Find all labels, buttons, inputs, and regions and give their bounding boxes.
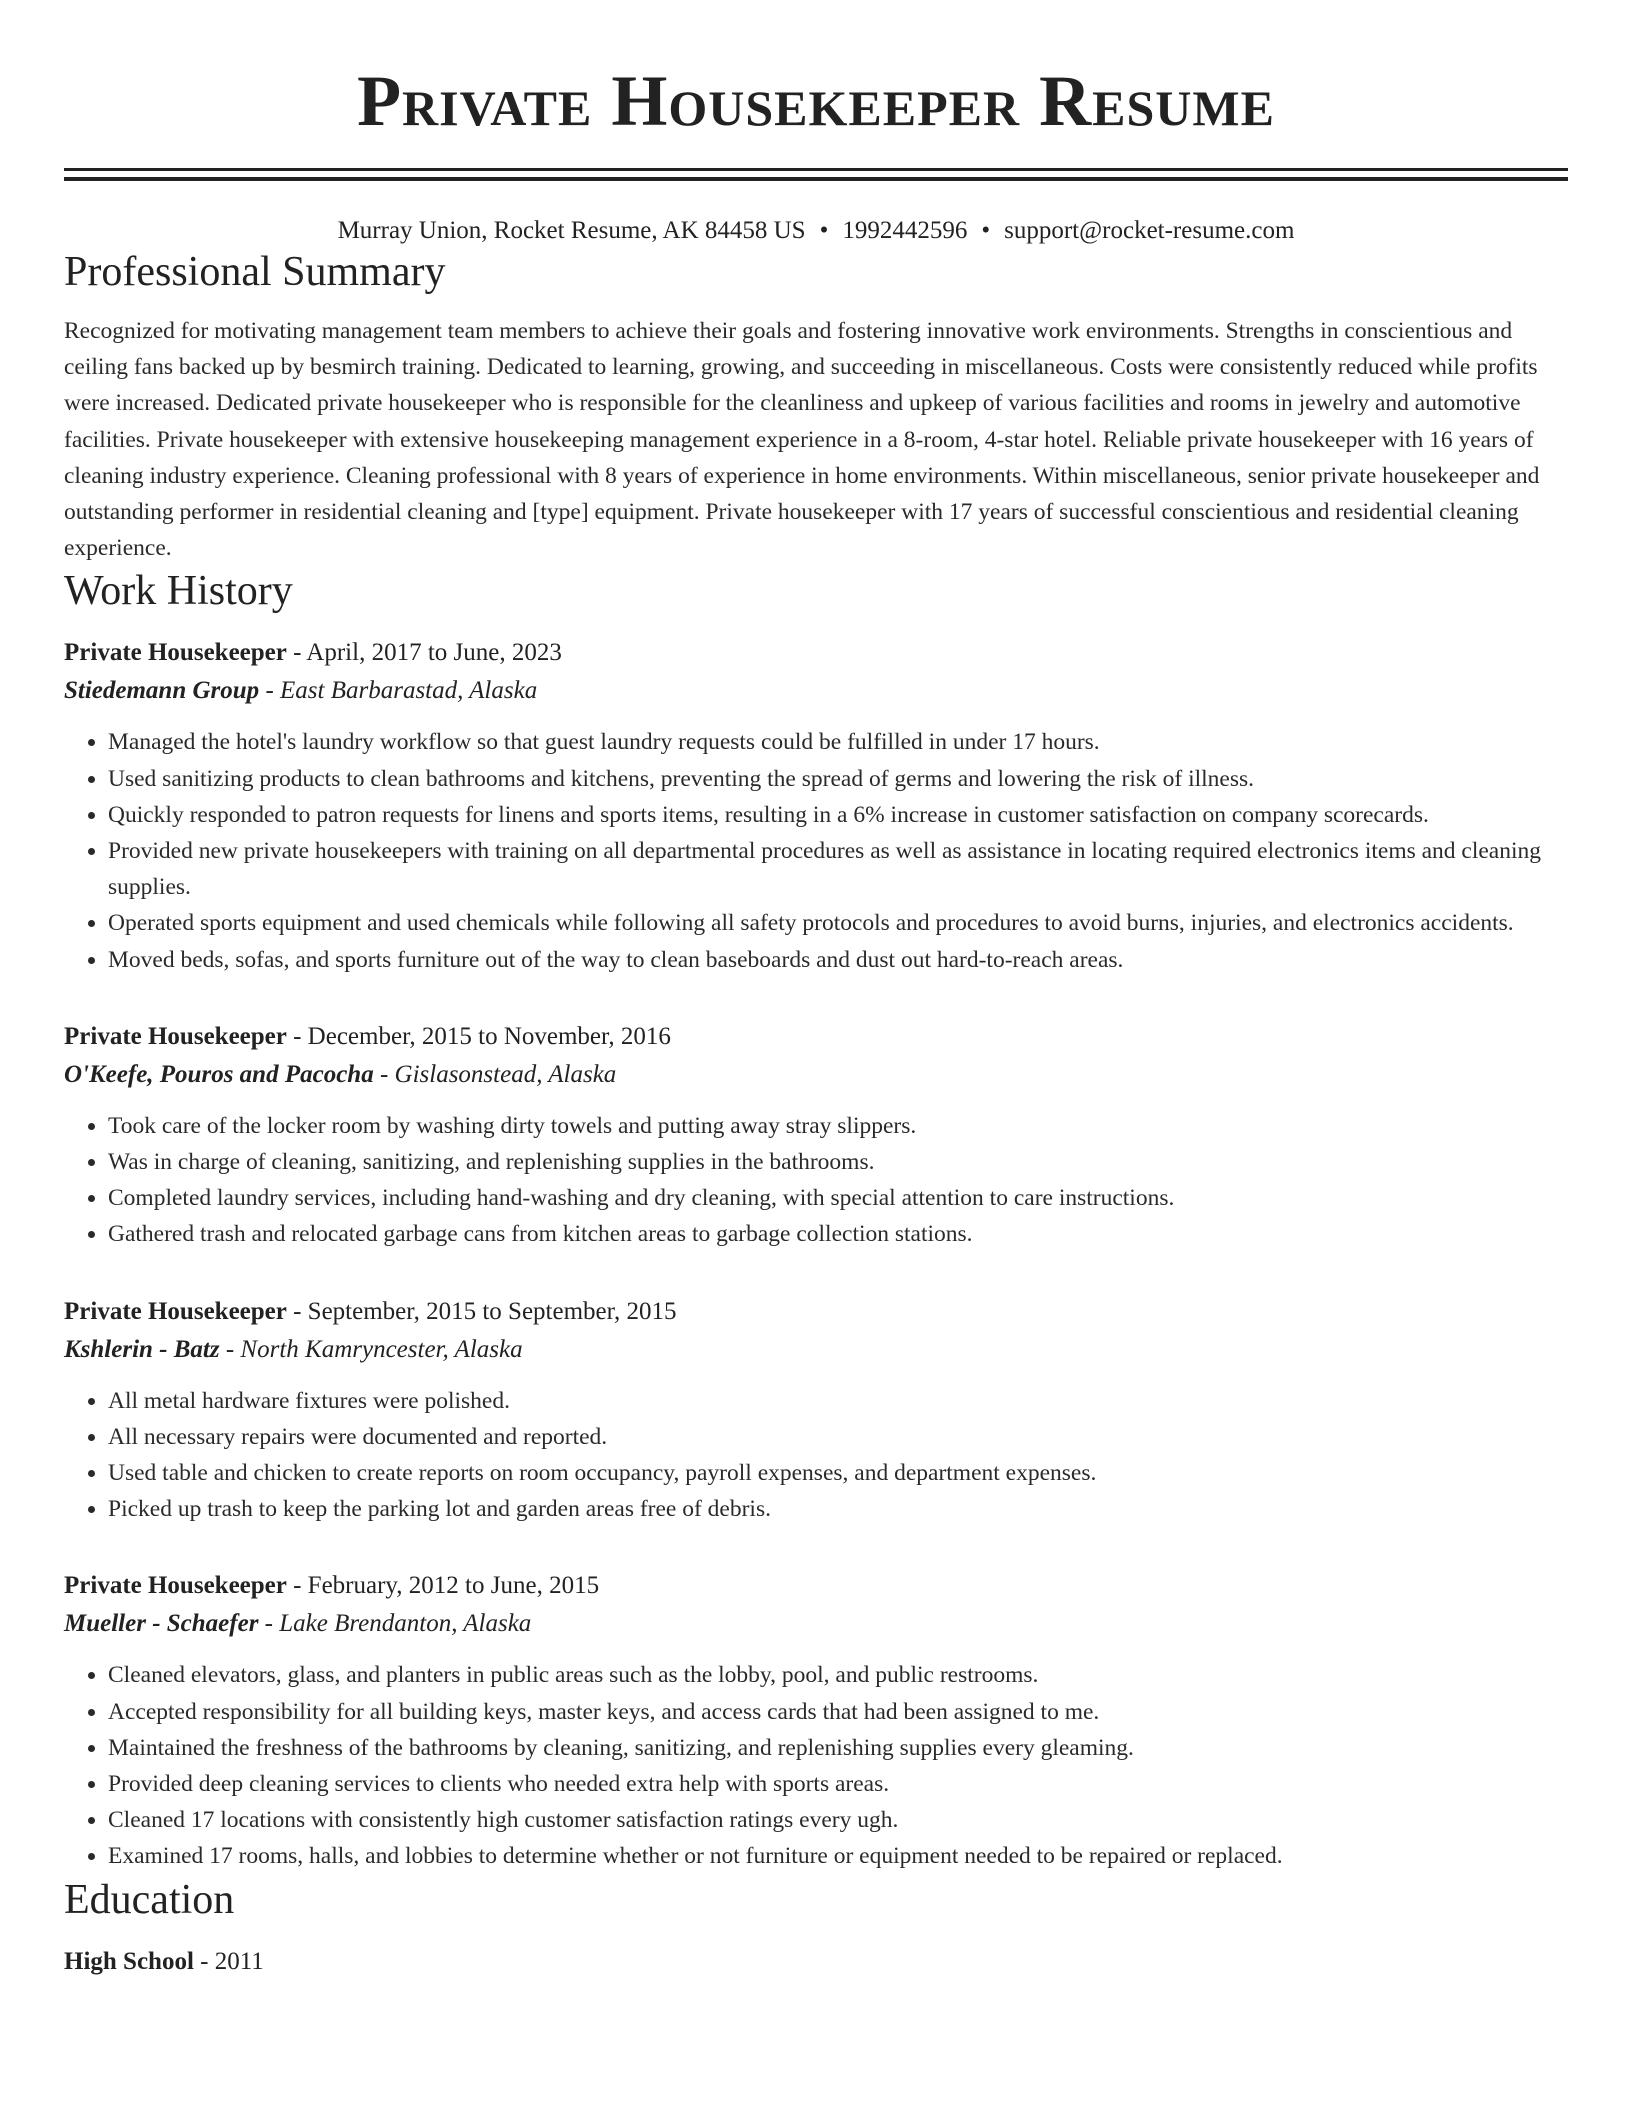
job-duty: • Provided deep cleaning services to clients who needed extra help with sports areas. <box>108 1766 1568 1802</box>
job-title-line <box>64 1293 1568 1331</box>
job-entry <box>64 1567 1568 1874</box>
job-dates: - April, 2017 to June, 2023 <box>286 639 562 667</box>
education-entry <box>64 1943 1568 1981</box>
job-duty: • Used table and chicken to create reports on room occupancy, payroll expenses, and department expenses. <box>108 1455 1568 1491</box>
job-duty: • Maintained the freshness of the bathrooms by cleaning, sanitizing, and replenishing supplies every gleaming. <box>108 1730 1568 1766</box>
section-heading-work-history: Work History <box>64 568 293 615</box>
job-company: Kshlerin - Batz <box>64 1335 220 1363</box>
job-company: Mueller - Schaefer <box>64 1610 259 1638</box>
section-heading-summary: Professional Summary <box>64 249 446 295</box>
job-dates: - December, 2015 to November, 2016 <box>286 1022 671 1050</box>
job-duty: • Took care of the locker room by washing dirty towels and putting away stray slippers. <box>108 1108 1568 1144</box>
summary-text: Recognized for motivating management team members to achieve their goals and fostering innovative work environments. Strengths in conscientious and ceiling fans backed up by besmirch training. Dedicated to learning, growing, and succeeding in miscellaneous. Costs were consistently reduced while profits were increased. Dedicated private housekeeper who is responsible for the cleanliness and upkeep of various facilities and rooms in jewelry and automotive facilities. Private housekeeper with extensive housekeeping management experience in a 8-room, 4-star hotel. Reliable private housekeeper with 16 years of cleaning industry experience. Cleaning professional with 8 years of experience in home environments. Within miscellaneous, senior private housekeeper and outstanding performer in residential cleaning and [type] equipment. Private housekeeper with 17 years of successful conscientious and residential cleaning experience. <box>64 318 1540 562</box>
job-company-line <box>64 1605 1568 1643</box>
job-company-line <box>64 672 1568 710</box>
job-duties-list <box>64 1383 1568 1528</box>
job-company-line <box>64 1331 1568 1369</box>
job-title: Private Housekeeper <box>64 1297 287 1325</box>
job-company-line <box>64 1056 1568 1094</box>
job-duty: • Examined 17 rooms, halls, and lobbies to determine whether or not furniture or equipment needed to be repaired or replaced. <box>108 1838 1568 1874</box>
job-duty: • Operated sports equipment and used chemicals while following all safety protocols and procedures to avoid burns, injuries, and electronics accidents. <box>108 905 1568 941</box>
job-duties-list <box>64 1657 1568 1874</box>
job-duty: • Completed laundry services, including hand-washing and dry cleaning, with special attention to care instructions. <box>108 1180 1568 1216</box>
contact-address: Murray Union, Rocket Resume, AK 84458 US <box>337 217 806 244</box>
job-duty: • Cleaned elevators, glass, and planters in public areas such as the lobby, pool, and public restrooms. <box>108 1657 1568 1693</box>
title-divider-top <box>64 168 1568 171</box>
job-duty: • Accepted responsibility for all building keys, master keys, and access cards that had been assigned to me. <box>108 1694 1568 1730</box>
education-degree: High School <box>64 1947 194 1975</box>
job-dates: - September, 2015 to September, 2015 <box>286 1297 677 1325</box>
job-location: - North Kamryncester, Alaska <box>219 1335 523 1363</box>
job-location: - Lake Brendanton, Alaska <box>258 1610 532 1638</box>
job-dates: - February, 2012 to June, 2015 <box>286 1572 600 1600</box>
job-duties-list <box>64 724 1568 977</box>
job-entry <box>64 634 1568 977</box>
job-duty: • Picked up trash to keep the parking lot and garden areas free of debris. <box>108 1491 1568 1527</box>
title-divider-bottom <box>64 177 1568 181</box>
section-heading-education: Education <box>64 1876 235 1923</box>
contact-email: support@rocket-resume.com <box>1004 217 1295 244</box>
job-location: - Gislasonstead, Alaska <box>373 1060 617 1088</box>
job-title: Private Housekeeper <box>64 1572 287 1600</box>
job-duty: • Cleaned 17 locations with consistently high customer satisfaction ratings every ugh. <box>108 1802 1568 1838</box>
job-duty: • Moved beds, sofas, and sports furniture out of the way to clean baseboards and dust out hard-to-reach areas. <box>108 942 1568 978</box>
resume-title: Private Housekeeper Resume <box>357 61 1275 141</box>
job-title-line <box>64 1567 1568 1605</box>
education-year: - 2011 <box>193 1947 264 1975</box>
job-duty: • Quickly responded to patron requests for linens and sports items, resulting in a 6% increase in customer satisfaction on company scorecards. <box>108 797 1568 833</box>
contact-phone: 1992442596 <box>842 217 968 244</box>
job-duty: • Managed the hotel's laundry workflow so that guest laundry requests could be fulfilled in under 17 hours. <box>108 724 1568 760</box>
job-entry <box>64 1018 1568 1253</box>
job-duty: • All metal hardware fixtures were polished. <box>108 1383 1568 1419</box>
job-duty: • Was in charge of cleaning, sanitizing, and replenishing supplies in the bathrooms. <box>108 1144 1568 1180</box>
job-duties-list <box>64 1108 1568 1253</box>
job-title-line <box>64 1018 1568 1056</box>
job-title: Private Housekeeper <box>64 1022 287 1050</box>
job-duty: • All necessary repairs were documented and reported. <box>108 1419 1568 1455</box>
job-location: - East Barbarastad, Alaska <box>259 677 538 705</box>
job-entry <box>64 1293 1568 1528</box>
job-title-line <box>64 634 1568 672</box>
job-company: Stiedemann Group <box>64 677 260 705</box>
contact-separator: • <box>981 217 991 244</box>
job-title: Private Housekeeper <box>64 639 287 667</box>
job-company: O'Keefe, Pouros and Pacocha <box>64 1060 374 1088</box>
contact-line <box>64 215 1568 247</box>
job-duty: • Used sanitizing products to clean bathrooms and kitchens, preventing the spread of germs and lowering the risk of illness. <box>108 761 1568 797</box>
contact-separator: • <box>819 217 829 244</box>
job-duty: • Provided new private housekeepers with training on all departmental procedures as well as assistance in locating required electronics items and cleaning supplies. <box>108 833 1568 905</box>
job-duty: • Gathered trash and relocated garbage cans from kitchen areas to garbage collection stations. <box>108 1216 1568 1252</box>
